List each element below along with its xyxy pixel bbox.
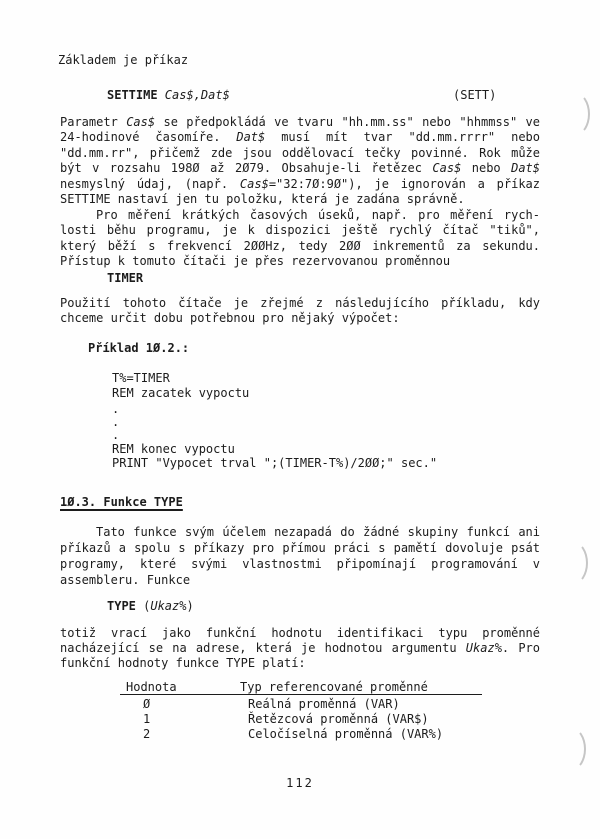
para-timer-line-3: který běží s frekvencí 2ØØHz, tedy 2ØØ inkrementů za sekundu. bbox=[60, 239, 540, 253]
code-line-5: . bbox=[112, 428, 120, 442]
type-table-header bbox=[120, 680, 482, 695]
scan-artifact-arc-middle bbox=[558, 541, 588, 585]
type-table-value: Ø bbox=[143, 697, 151, 711]
type-table-underline bbox=[120, 694, 482, 695]
code-line-2: REM zacatek vypoctu bbox=[112, 386, 250, 400]
settime-command: SETTIME Cas$,Dat$ bbox=[107, 88, 230, 102]
type-table-type: Celočíselná proměnná (VAR%) bbox=[248, 727, 444, 741]
code-line-4: . bbox=[112, 415, 120, 429]
timer-keyword: TIMER bbox=[107, 271, 144, 285]
type-table-row bbox=[120, 697, 482, 712]
para-usage-line-2: chceme určit dobu potřebnou pro nějaký výpočet: bbox=[60, 311, 400, 325]
para-settime-line-5: nesmyslný údaj, (např. Cas$="32:7Ø:9Ø"), je ignorován a příkaz bbox=[60, 177, 540, 191]
section-heading: 1Ø.3. Funkce TYPE bbox=[60, 495, 183, 509]
code-line-1: T%=TIMER bbox=[112, 371, 170, 385]
type-table-header-typ: Typ referencované proměnné bbox=[240, 680, 428, 694]
para-timer-line-1: Pro měření krátkých časových úseků, např. pro měření rych- bbox=[96, 208, 540, 222]
intro-line: Základem je příkaz bbox=[58, 53, 189, 67]
para-type2-line-1: totiž vrací jako funkční hodnotu identifikaci typu proměnné bbox=[60, 626, 540, 640]
type-table bbox=[120, 680, 482, 746]
code-line-3: . bbox=[112, 402, 120, 416]
para-type-line-3: programy, které svými vlastnostmi připomínají programování v bbox=[60, 557, 540, 571]
para-timer-line-2: losti běhu programu, je k dispozici ještě rychlý čítač "tiků", bbox=[60, 223, 540, 237]
code-line-7: PRINT "Vypocet trval ";(TIMER-T%)/2ØØ;" sec." bbox=[112, 456, 438, 470]
example-label: Příklad 1Ø.2.: bbox=[88, 341, 190, 355]
code-line-6: REM konec vypoctu bbox=[112, 442, 235, 456]
para-settime-line-4: být v rozsahu 198Ø až 2Ø79. Obsahuje-li řetězec Cas$ nebo Dat$ bbox=[60, 161, 540, 175]
para-usage-line-1: Použití tohoto čítače je zřejmé z následujícího příkladu, kdy bbox=[60, 296, 540, 310]
para-type-line-4: assembleru. Funkce bbox=[60, 573, 191, 587]
scan-artifact-arc-top bbox=[560, 92, 590, 136]
type-table-value: 1 bbox=[143, 712, 151, 726]
type-table-type: Reálná proměnná (VAR) bbox=[248, 697, 400, 711]
page-number: 112 bbox=[286, 776, 314, 790]
settime-token: (SETT) bbox=[453, 88, 497, 102]
para-settime-line-3: "dd.mm.rr", přičemž zde jsou oddělovací tečky povinné. Rok může bbox=[60, 146, 540, 160]
para-settime-line-2: 24-hodinové časomíře. Dat$ musí mít tvar "dd.mm.rrrr" nebo bbox=[60, 130, 540, 144]
type-table-row bbox=[120, 712, 482, 727]
para-type-line-2: příkazů a spolu s příkazy pro přímou práci s pamětí dovoluje psát bbox=[60, 541, 540, 555]
type-function: TYPE (Ukaz%) bbox=[107, 599, 194, 613]
type-table-type: Řetězcová proměnná (VAR$) bbox=[248, 712, 429, 726]
para-settime-line-1: Parametr Cas$ se předpokládá ve tvaru "hh.mm.ss" nebo "hhmmss" ve bbox=[60, 115, 540, 129]
para-type2-line-2: nacházející se na adrese, která je hodnotou argumentu Ukaz%. Pro bbox=[60, 641, 541, 655]
type-table-row bbox=[120, 727, 482, 742]
para-type2-line-3: funkční hodnoty funkce TYPE platí: bbox=[60, 656, 306, 670]
para-timer-line-4: Přístup k tomuto čítači je přes rezervovanou proměnnou bbox=[60, 254, 451, 268]
para-type-line-1: Tato funkce svým účelem nezapadá do žádné skupiny funkcí ani bbox=[96, 525, 540, 539]
type-table-value: 2 bbox=[143, 727, 151, 741]
type-table-header-hodnota: Hodnota bbox=[126, 680, 177, 694]
scan-artifact-arc-bottom bbox=[556, 727, 586, 771]
para-settime-line-6: SETTIME nastaví jen tu položku, která je zadána správně. bbox=[60, 192, 465, 206]
